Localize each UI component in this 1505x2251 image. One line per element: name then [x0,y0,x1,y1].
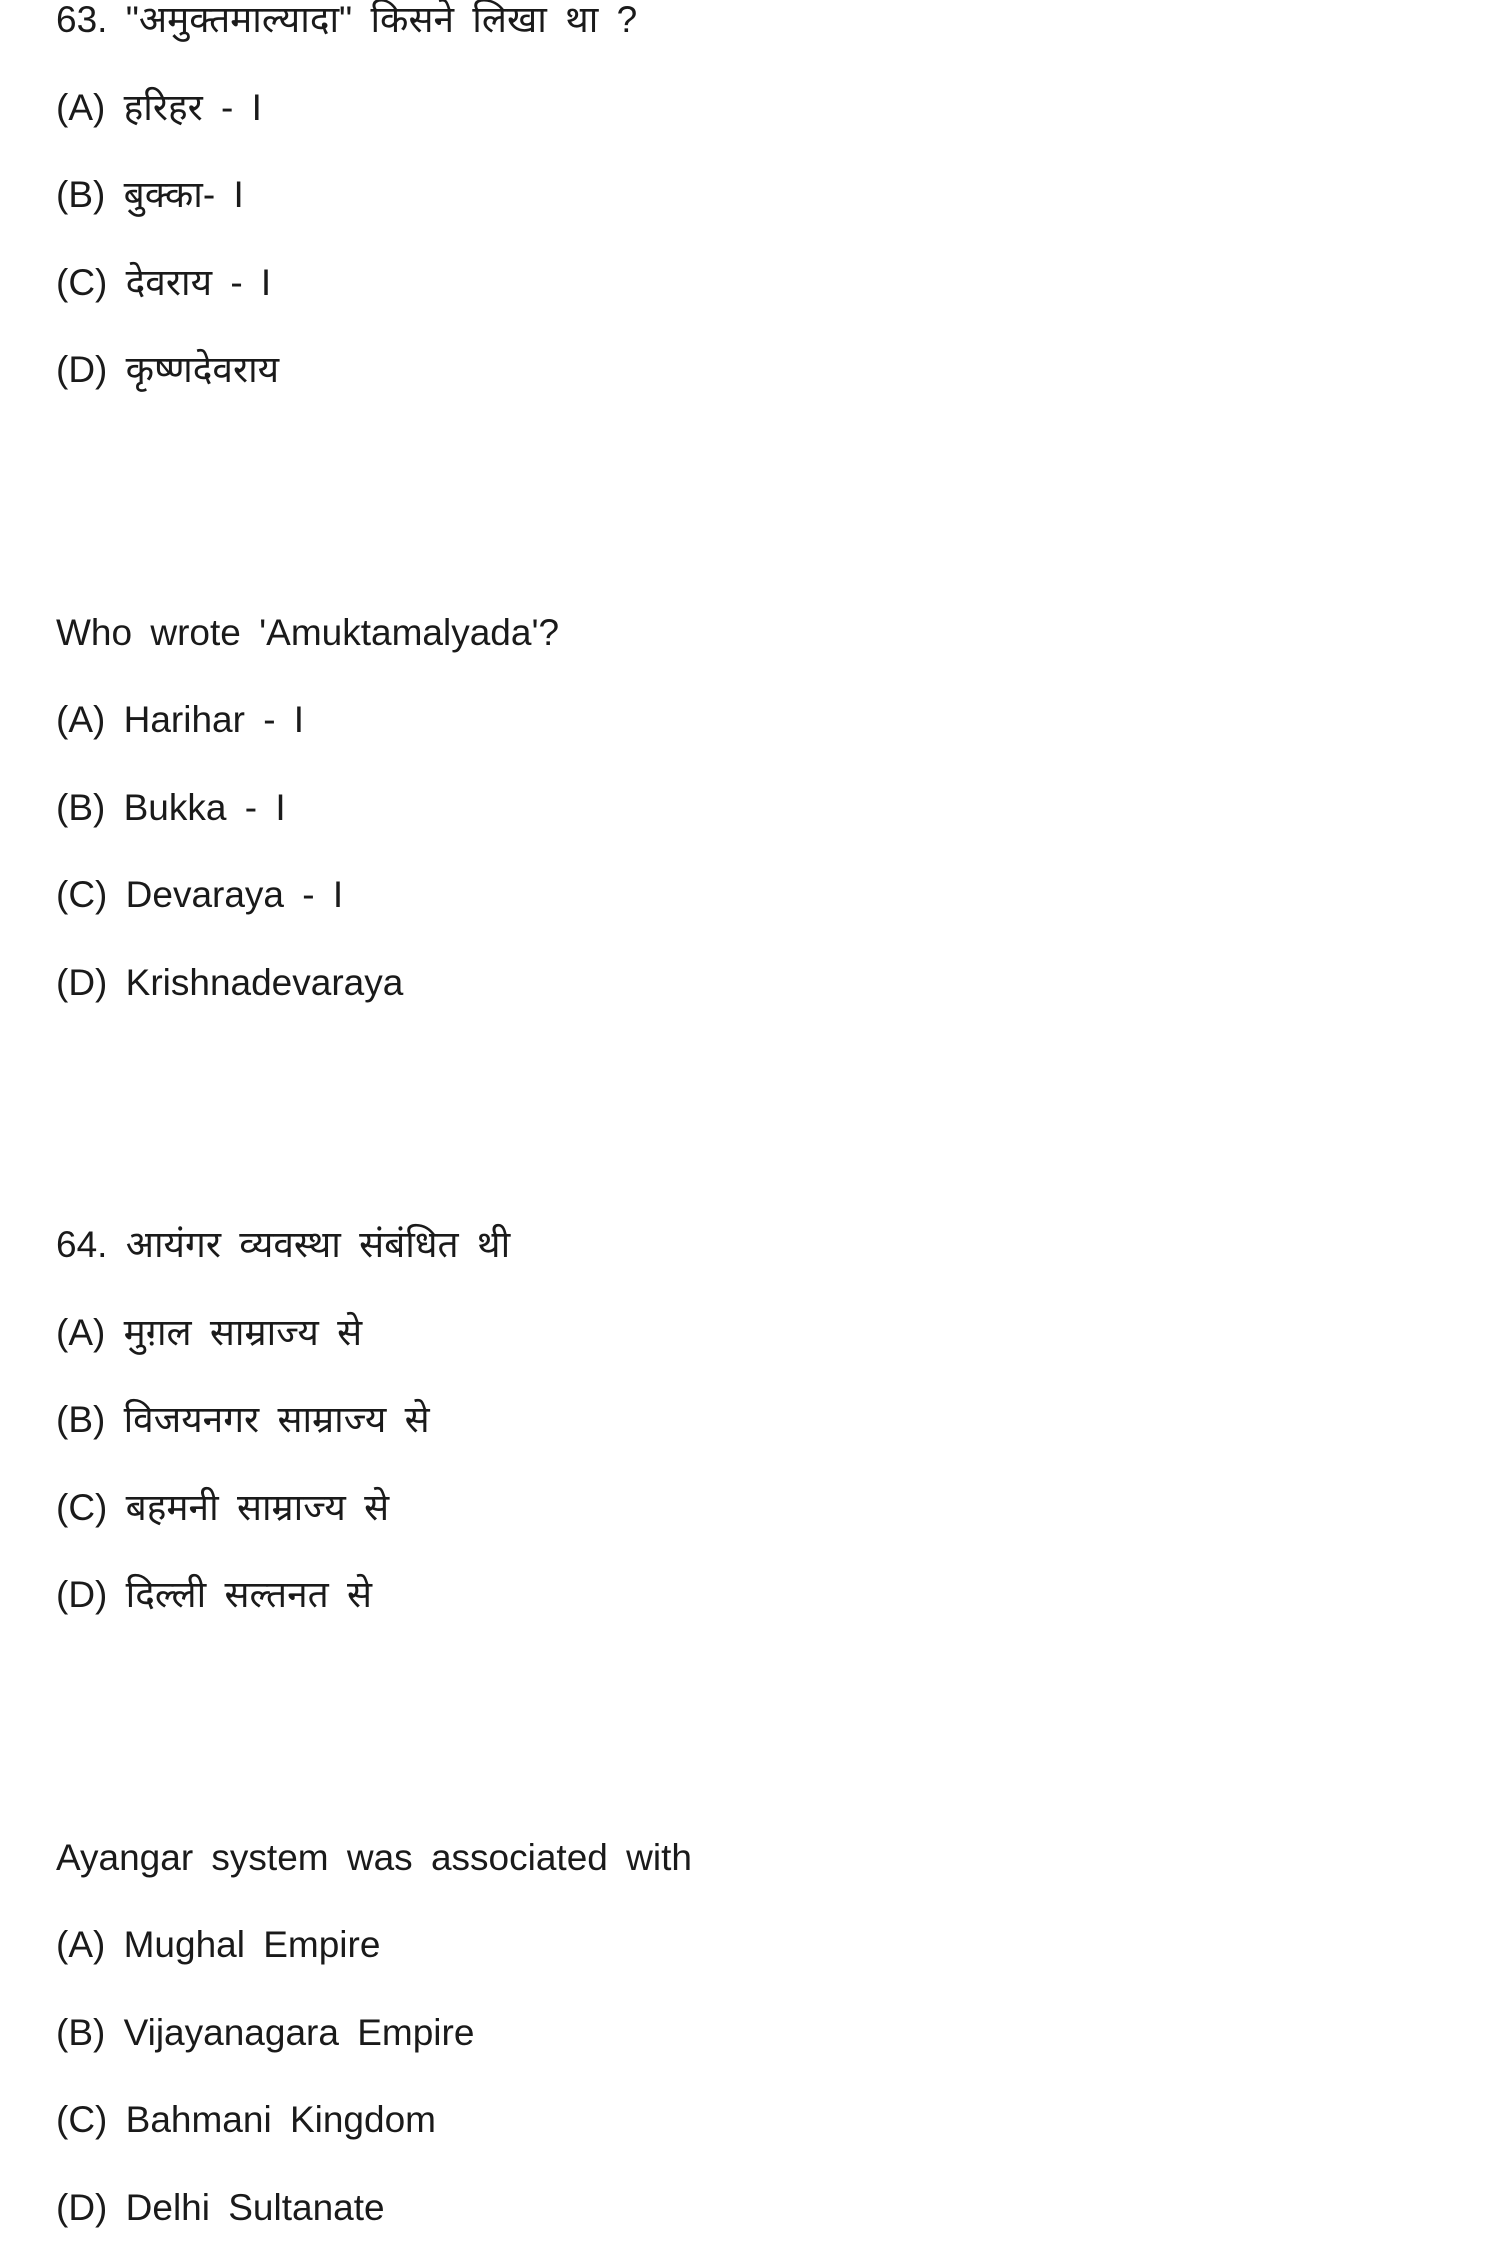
option-c: (C) देवराय - I [56,239,1505,327]
spacer [56,1639,1505,1814]
option-d: (D) Delhi Sultanate [56,2164,1505,2251]
option-b: (B) विजयनगर साम्राज्य से [56,1376,1505,1464]
question-document [56,0,1505,2251]
question-64-english [56,1814,1505,2251]
option-d: (D) दिल्ली सल्तनत से [56,1551,1505,1639]
option-a: (A) मुग़ल साम्राज्य से [56,1289,1505,1377]
option-d: (D) कृष्णदेवराय [56,326,1505,414]
spacer [56,1026,1505,1201]
option-a: (A) Mughal Empire [56,1901,1505,1989]
question-64-hindi [56,1201,1505,1639]
option-b: (B) बुक्का- I [56,151,1505,239]
option-a: (A) हरिहर - I [56,64,1505,152]
option-b: (B) Vijayanagara Empire [56,1989,1505,2077]
option-c: (C) Devaraya - I [56,851,1505,939]
option-c: (C) Bahmani Kingdom [56,2076,1505,2164]
option-a: (A) Harihar - I [56,676,1505,764]
option-d: (D) Krishnadevaraya [56,939,1505,1027]
question-text: 64. आयंगर व्यवस्था संबंधित थी [56,1201,1505,1289]
question-text: Who wrote 'Amuktamalyada'? [56,589,1505,677]
question-63-hindi [56,0,1505,414]
question-63-english [56,589,1505,1027]
question-text: Ayangar system was associated with [56,1814,1505,1902]
question-text: 63. "अमुक्तमाल्यादा" किसने लिखा था ? [56,0,1505,64]
spacer [56,414,1505,589]
option-b: (B) Bukka - I [56,764,1505,852]
option-c: (C) बहमनी साम्राज्य से [56,1464,1505,1552]
